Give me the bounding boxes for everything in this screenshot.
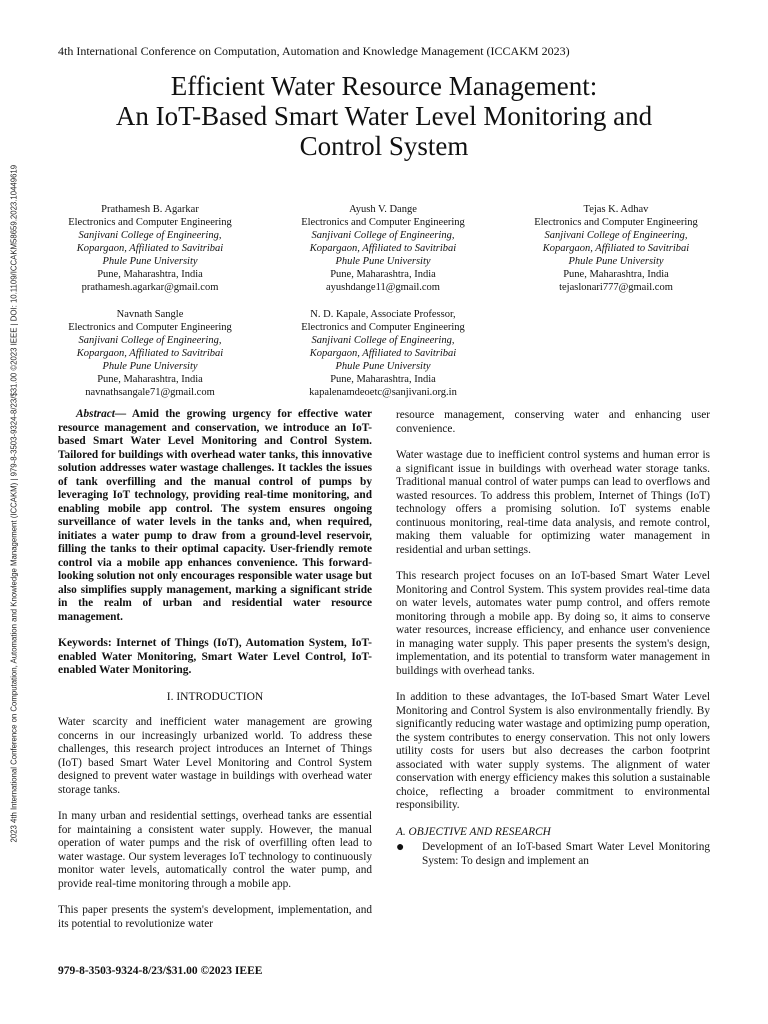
subsection-heading-objective: A. OBJECTIVE AND RESEARCH	[396, 825, 551, 838]
author-email[interactable]: tejaslonari777@gmail.com	[559, 282, 673, 293]
author-univ: Phule Pune University	[568, 256, 664, 267]
right-column	[396, 409, 710, 868]
author-dept: Electronics and Computer Engineering	[301, 322, 465, 333]
author-block	[516, 203, 716, 294]
author-name: N. D. Kapale, Associate Professor,	[310, 309, 456, 320]
author-name: Prathamesh B. Agarkar	[101, 204, 199, 215]
author-affil: Kopargaon, Affiliated to Savitribai	[309, 243, 457, 254]
author-name: Tejas K. Adhav	[583, 204, 649, 215]
author-dept: Electronics and Computer Engineering	[534, 217, 698, 228]
intro-paragraph-2: In many urban and residential settings, overhead tanks are essential for maintaining a consistent water supply. However, the manual operation of water pumps and the risk of overfilling often lead to water wastage. Our system leverages IoT technology to continuously monitor water levels, automatically control the water pump, and provide real-time monitoring through a mobile app.	[58, 810, 372, 890]
author-block	[283, 203, 483, 294]
author-college: Sanjivani College of Engineering,	[311, 335, 455, 346]
author-affil: Kopargaon, Affiliated to Savitribai	[76, 348, 224, 359]
side-doi-text: 2023 4th International Conference on Computation, Automation and Knowledge Management (ICCAKM) | 979-8-3503-9324-8/23/$31.00 ©2023 IEEE | DOI: 10.1109/ICCAKM58659.2023.10449619	[9, 164, 19, 843]
title-line-2: An IoT-Based Smart Water Level Monitoring and	[115, 101, 653, 131]
author-dept: Electronics and Computer Engineering	[301, 217, 465, 228]
author-college: Sanjivani College of Engineering,	[78, 230, 222, 241]
author-dept: Electronics and Computer Engineering	[68, 217, 232, 228]
author-univ: Phule Pune University	[102, 256, 198, 267]
section-heading-introduction: I. INTRODUCTION	[166, 690, 264, 703]
author-city: Pune, Maharashtra, India	[330, 374, 436, 385]
right-paragraph-0: resource management, conserving water and enhancing user convenience.	[396, 409, 710, 435]
keywords: Keywords: Internet of Things (IoT), Automation System, IoT-enabled Water Monitoring, Smart Water Level Control, IoT-enabled Water Monitoring.	[58, 637, 372, 676]
intro-paragraph-1: Water scarcity and inefficient water management are growing concerns in our increasingly urbanized world. To address these challenges, this research project introduces an Internet of Things (IoT) based Smart Water Level Monitoring and Control System designed to prevent water wastage in buildings with overhead water storage tanks.	[58, 716, 372, 796]
author-dept: Electronics and Computer Engineering	[68, 322, 232, 333]
title-line-1: Efficient Water Resource Management:	[170, 71, 598, 101]
author-city: Pune, Maharashtra, India	[97, 374, 203, 385]
author-email[interactable]: ayushdange11@gmail.com	[326, 282, 440, 293]
bullet-text: Development of an IoT-based Smart Water Level Monitoring System: To design and implement an	[422, 841, 710, 867]
paper-title	[40, 71, 728, 161]
right-paragraph-2: This research project focuses on an IoT-based Smart Water Level Monitoring and Control System. This system provides real-time data on water levels, automates water pump control, and offers remote monitoring through a mobile app. By doing so, it aims to conserve water resources, increase efficiency, and enhance user convenience in managing water supply. This paper presents the system's design, implementation, and its potential to transform water management in buildings with overhead tanks.	[396, 570, 710, 677]
bullet-item	[396, 841, 710, 868]
author-city: Pune, Maharashtra, India	[330, 269, 436, 280]
author-name: Navnath Sangle	[116, 309, 184, 320]
left-column	[58, 408, 372, 944]
conference-header: 4th International Conference on Computation, Automation and Knowledge Management (ICCAKM 2023)	[58, 44, 570, 58]
author-city: Pune, Maharashtra, India	[563, 269, 669, 280]
right-paragraph-1: Water wastage due to inefficient control systems and human error is a significant issue in buildings with overhead water storage tanks. Traditional manual control of water pumps can lead to overflows and wasted resources. To address this problem, Internet of Things (IoT) technology offers a promising solution. IoT systems enable continuous monitoring, real-time data analysis, and remote control, making them valuable for optimizing water management in residential and urban settings.	[396, 449, 710, 556]
right-paragraph-3: In addition to these advantages, the IoT-based Smart Water Level Monitoring and Control System is also environmentally friendly. By significantly reducing water wastage and optimizing pump operation, the system contributes to energy conservation. This not only lowers utility costs for users but also decreases the carbon footprint associated with water supply systems. The alignment of water conservation with energy efficiency makes this solution a sustainable choice, reflecting a broader commitment to environmental responsibility.	[396, 691, 710, 811]
title-line-3: Control System	[299, 131, 469, 161]
author-college: Sanjivani College of Engineering,	[311, 230, 455, 241]
author-name: Ayush V. Dange	[349, 204, 417, 215]
author-college: Sanjivani College of Engineering,	[544, 230, 688, 241]
abstract	[58, 408, 372, 624]
author-univ: Phule Pune University	[102, 361, 198, 372]
intro-paragraph-3: This paper presents the system's development, implementation, and its potential to revolutionize water	[58, 904, 372, 930]
author-affil: Kopargaon, Affiliated to Savitribai	[309, 348, 457, 359]
footer-copyright: 979-8-3503-9324-8/23/$31.00 ©2023 IEEE	[58, 965, 263, 977]
author-email[interactable]: prathamesh.agarkar@gmail.com	[81, 282, 219, 293]
bullet-dot-icon: ●	[396, 840, 405, 855]
author-univ: Phule Pune University	[335, 361, 431, 372]
author-email[interactable]: navnathsangale71@gmail.com	[85, 387, 215, 398]
author-block	[283, 308, 483, 399]
author-block	[50, 308, 250, 399]
author-univ: Phule Pune University	[335, 256, 431, 267]
author-affil: Kopargaon, Affiliated to Savitribai	[542, 243, 690, 254]
author-college: Sanjivani College of Engineering,	[78, 335, 222, 346]
author-city: Pune, Maharashtra, India	[97, 269, 203, 280]
author-email[interactable]: kapalenamdeoetc@sanjivani.org.in	[309, 387, 457, 398]
abstract-label: Abstract—	[76, 408, 127, 420]
author-affil: Kopargaon, Affiliated to Savitribai	[76, 243, 224, 254]
abstract-text: Amid the growing urgency for effective water resource management and conservation, we introduce an IoT-based Smart Water Level Monitoring and Control System. Tailored for buildings with overhead water tanks, this innovative solution addresses water wastage challenges. It tackles the issues of tank overfilling and the manual control of pumps by leveraging IoT technology, providing real-time monitoring, and enabling mobile app control. The system ensures ongoing surveillance of water levels in the tanks and, when required, initiates a water pump to draw from a ground-level reservoir, filling the tanks to their optimal capacity. User-friendly remote control via a mobile app enhances convenience. This forward-looking solution not only encourages responsible water usage but also simplifies supply management, marking a significant stride in the realm of urban and residential water resource management.	[58, 408, 372, 623]
author-block	[50, 203, 250, 294]
